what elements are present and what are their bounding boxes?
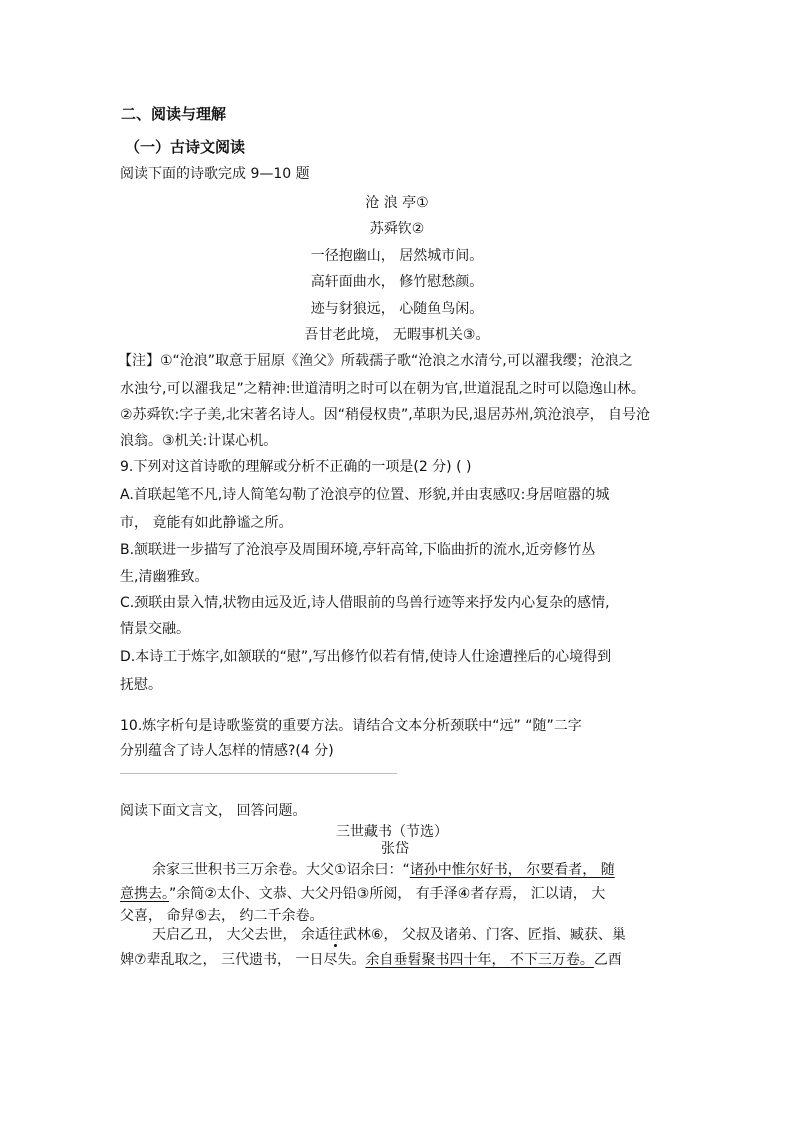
underlined-sentence: 意携去。: [120, 886, 169, 902]
question-9-option: C.颈联由景入情,状物由远及近,诗人借眼前的鸟兽行迹等来抒发内心复杂的感情,: [120, 595, 610, 611]
poem-note: 【注】①“沧浪”取意于屈原《渔父》所载孺子歌“沧浪之水清兮,可以濯我缨；沧浪之: [118, 353, 633, 369]
poem-note: ②苏舜钦:字子美,北宋著名诗人。因“稍侵权贵”,革职为民,退居苏州,筑沧浪亭， 自号沧: [120, 407, 651, 423]
section-title: 二、阅读与理解: [121, 105, 227, 123]
poem-note: 浪翁。③机关:计谋心机。: [120, 433, 278, 449]
poem-line: 高轩面曲水， 修竹慰愁颜。: [310, 274, 484, 290]
emphasis-dot: [334, 944, 337, 947]
question-9-option: 市， 竟能有如此静谧之所。: [120, 515, 293, 531]
question-10-stem: 10.炼字析句是诗歌鉴赏的重要方法。请结合文本分析颈联中“远” “随”二字: [120, 718, 582, 734]
poem-line: 吾甘老此境， 无暇事机关③。: [304, 327, 490, 343]
question-9-option: 生,清幽雅致。: [120, 569, 209, 585]
passage-text: ”余简②太仆、文恭、大父丹铅③所阅， 有手泽④者存焉， 汇以请， 大: [169, 886, 606, 902]
question-9-option: D.本诗工于炼字,如颔联的“慰”,写出修竹似若有情,使诗人仕途遭挫后的心境得到: [120, 649, 612, 665]
poem-line: 一径抱幽山， 居然城市间。: [310, 248, 484, 264]
passage-paragraph-1-line-3: 父喜， 命舁⑤去， 约二千余卷。: [120, 908, 324, 924]
passage-instruction: 阅读下面文言文， 回答问题。: [120, 803, 307, 819]
answer-line-divider: [120, 773, 397, 774]
passage-paragraph-1-line-2: [120, 883, 605, 903]
passage-paragraph-1: [152, 859, 615, 879]
passage-title: 三世藏书（节选）: [336, 824, 448, 840]
question-9-stem: 9.下列对这首诗歌的理解或分析不正确的一项是(2 分) ( ): [120, 459, 472, 475]
passage-author: 张岱: [381, 841, 409, 857]
passage-text: 婢⑦辈乱取之， 三代遗书， 一日尽失。: [120, 952, 366, 968]
passage-text: 余家三世积书三万余卷。大父①诏余曰：“: [152, 862, 410, 878]
poem-note: 水浊兮,可以濯我足”之精神:世道清明之时可以在朝为官,世道混乱之时可以隐逸山林。: [120, 381, 645, 397]
section-subtitle: （一）古诗文阅读: [125, 138, 246, 156]
reading-instruction: 阅读下面的诗歌完成 9—10 题: [120, 166, 310, 182]
underlined-sentence: 诸孙中惟尔好书， 尔要看者， 随: [409, 862, 615, 878]
passage-paragraph-2: 天启乙丑， 大父去世， 余适往武林⑥， 父叔及诸弟、门客、匠指、臧获、巢: [152, 927, 626, 943]
underlined-sentence: 余自垂髫聚书四十年， 不下三万卷。: [365, 952, 594, 968]
passage-text: 乙酉: [593, 952, 622, 968]
passage-paragraph-2-line-2: [120, 949, 622, 969]
poem-line: 迹与豺狼远， 心随鱼鸟闲。: [310, 301, 484, 317]
question-10-stem: 分别蕴含了诗人怎样的情感?(4 分): [120, 743, 334, 759]
question-9-option: 抚慰。: [120, 677, 162, 693]
question-9-option: A.首联起笔不凡,诗人简笔勾勒了沧浪亭的位置、形貌,并由衷感叹:身居喧嚣的城: [120, 487, 610, 503]
poem-title: 沧 浪 亭①: [365, 195, 429, 211]
poem-author: 苏舜钦②: [369, 221, 425, 237]
question-9-option: B.颔联进一步描写了沧浪亭及周围环境,亭轩高耸,下临曲折的流水,近旁修竹丛: [120, 542, 596, 558]
question-9-option: 情景交融。: [120, 621, 190, 637]
